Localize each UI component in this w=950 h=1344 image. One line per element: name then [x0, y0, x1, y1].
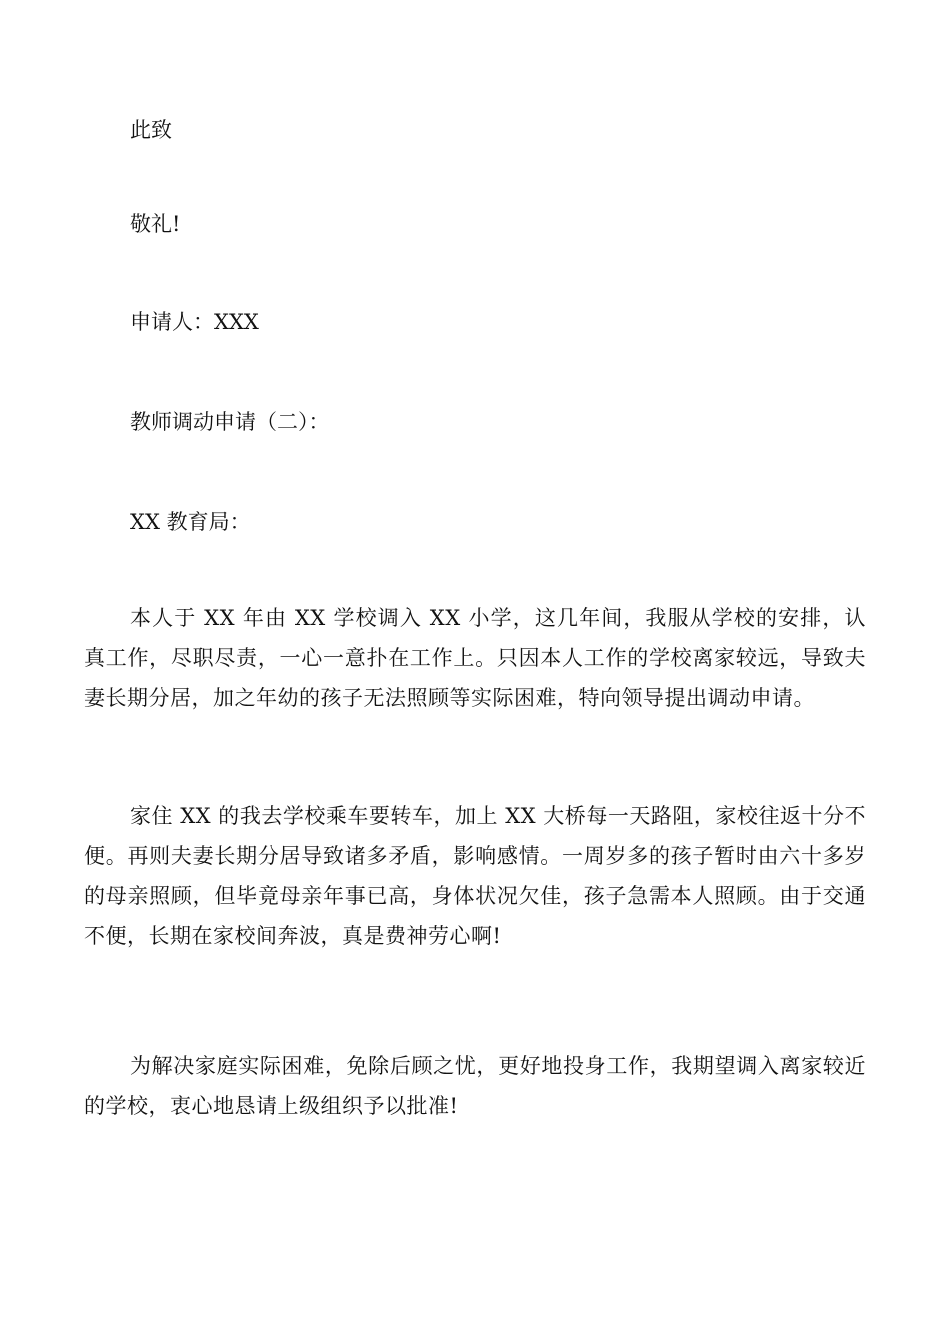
letter-title: 教师调动申请（二）：	[130, 410, 330, 434]
body-paragraph-2: 家住 XX 的我去学校乘车要转车，加上 XX 大桥每一天路阻，家校往返十分不便。再则夫妻长期分居导致诸多矛盾，影响感情。一周岁多的孩子暂时由六十多岁的母亲照顾，但毕竟母亲年事已高，身体状况欠佳，孩子急需本人照顾。由于交通不便，长期在家校间奔波，真是费神劳心啊!	[84, 804, 866, 948]
body-paragraph-3: 为解决家庭实际困难，免除后顾之忧，更好地投身工作，我期望调入离家较近的学校，衷心地恳请上级组织予以批准!	[84, 1054, 866, 1118]
letter-recipient: XX 教育局：	[130, 510, 251, 534]
closing-line-cizhi: 此致	[130, 118, 172, 142]
closing-line-jingli: 敬礼!	[130, 212, 181, 236]
applicant-signature: 申请人：XXX	[130, 310, 259, 334]
body-paragraph-1: 本人于 XX 年由 XX 学校调入 XX 小学，这几年间，我服从学校的安排，认真工作，尽职尽责，一心一意扑在工作上。只因本人工作的学校离家较远，导致夫妻长期分居，加之年幼的孩子无法照顾等实际困难，特向领导提出调动申请。	[84, 606, 866, 710]
